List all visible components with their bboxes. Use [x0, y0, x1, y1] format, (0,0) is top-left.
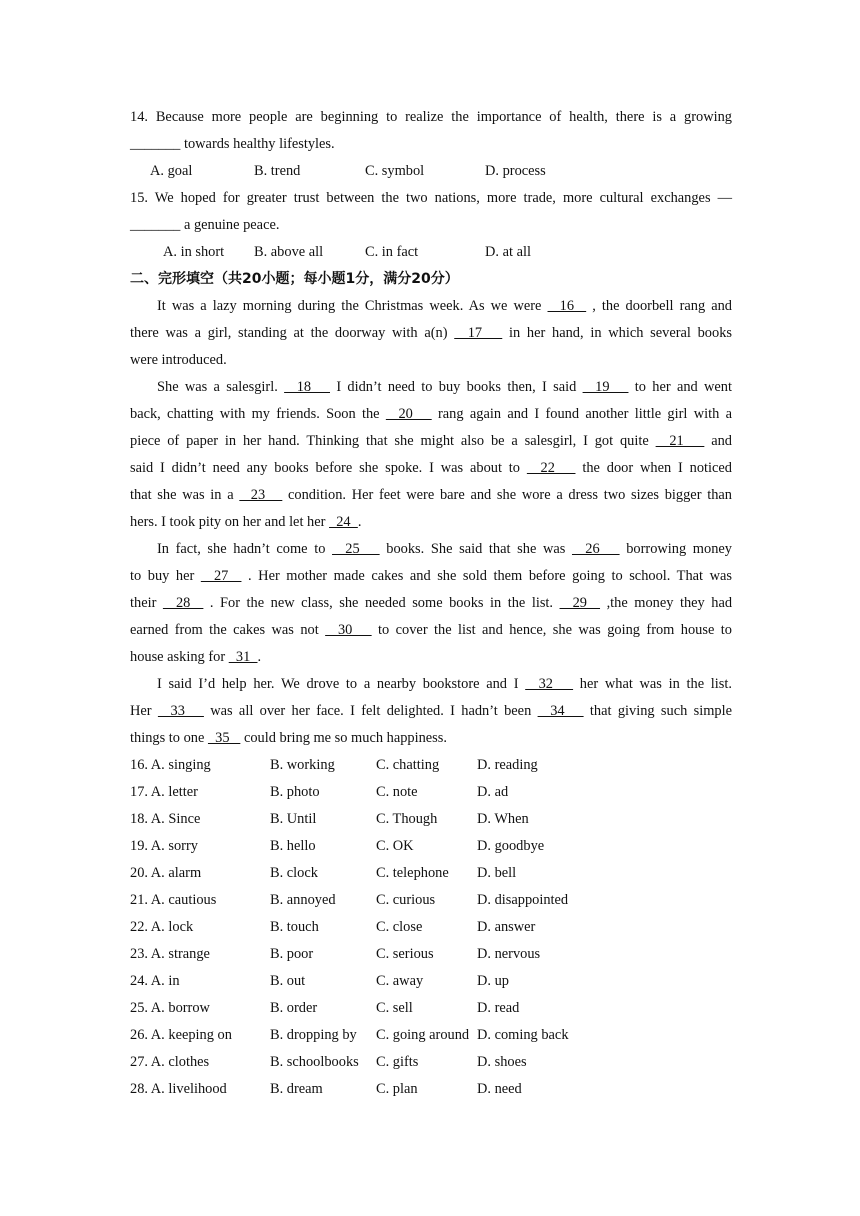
option: 16. A. singing [130, 757, 211, 773]
option: B. Until [270, 811, 317, 827]
passage-text: to buy her [130, 568, 201, 584]
blank: 26 [571, 541, 620, 557]
option: B. photo [270, 784, 320, 800]
passage-line [130, 347, 732, 374]
passage-text: . For the new class, she needed some books in the list. [209, 595, 560, 611]
blank: 18 [284, 379, 330, 395]
option: 23. A. strange [130, 946, 210, 962]
passage-text: It was a lazy morning during the Christmas week. As we were [157, 298, 548, 314]
passage-text: was all over her face. I felt delighted. I hadn’t been [210, 703, 538, 719]
passage-line [130, 590, 732, 617]
option-row [130, 887, 732, 914]
passage-text: were introduced. [130, 352, 227, 368]
option-row [130, 860, 732, 887]
passage-text: piece of paper in her hand. Thinking that she might also be a salesgirl, I got quite [130, 433, 656, 449]
passage-line [130, 401, 732, 428]
option: B. working [270, 757, 335, 773]
option: C. Though [376, 811, 438, 827]
passage-line [130, 617, 732, 644]
option: C. close [376, 919, 423, 935]
passage-text: house asking for [130, 649, 229, 665]
option: D. up [477, 973, 509, 989]
option-row [130, 995, 732, 1022]
option-row [130, 806, 732, 833]
option: D. read [477, 1000, 520, 1016]
option: D. When [477, 811, 529, 827]
option: C. sell [376, 1000, 413, 1016]
option: B. schoolbooks [270, 1054, 359, 1070]
option: C. telephone [376, 865, 449, 881]
passage-text: . [357, 514, 362, 530]
passage-line [130, 320, 732, 347]
option: C. curious [376, 892, 436, 908]
passage-line [130, 725, 732, 752]
blank: 17 [454, 325, 503, 341]
question-14-stem-cont: _______ towards healthy lifestyles. [130, 136, 335, 152]
passage-line [130, 482, 732, 509]
option: B. out [270, 973, 306, 989]
option: C. plan [376, 1081, 418, 1097]
passage-text: books. She said that she was [386, 541, 572, 557]
option: D. bell [477, 865, 517, 881]
blank: 32 [525, 676, 574, 692]
blank: 19 [582, 379, 629, 395]
option-row [130, 941, 732, 968]
option: A. goal [150, 163, 193, 179]
blank: 28 [162, 595, 204, 611]
option: D. answer [477, 919, 536, 935]
option-row [130, 779, 732, 806]
option-row [130, 1049, 732, 1076]
option: D. coming back [477, 1027, 569, 1043]
option: 26. A. keeping on [130, 1027, 232, 1043]
passage-text: hers. I took pity on her and let her [130, 514, 330, 530]
blank: 21 [655, 433, 705, 449]
option: C. symbol [365, 163, 425, 179]
passage-text: the door when I noticed [582, 460, 733, 476]
option: 25. A. borrow [130, 1000, 210, 1016]
option: B. poor [270, 946, 314, 962]
question-15-stem-cont: _______ a genuine peace. [130, 217, 280, 233]
option: C. OK [376, 838, 414, 854]
passage-text: I didn’t need to buy books then, I said [336, 379, 583, 395]
passage-text: , the doorbell rang and [592, 298, 732, 314]
option: C. away [376, 973, 424, 989]
passage-text: . [257, 649, 262, 665]
option-row [130, 833, 732, 860]
option: B. clock [270, 865, 318, 881]
passage-text: that she was in a [130, 487, 240, 503]
option-row [130, 1022, 732, 1049]
blank: 29 [559, 595, 601, 611]
option: 21. A. cautious [130, 892, 217, 908]
option: 27. A. clothes [130, 1054, 210, 1070]
option: 22. A. lock [130, 919, 194, 935]
option: 19. A. sorry [130, 838, 198, 854]
option: B. dream [270, 1081, 323, 1097]
option: A. in short [163, 244, 225, 260]
option: D. disappointed [477, 892, 569, 908]
question-14-stem: 14. Because more people are beginning to realize the importance of health, there is a growing [130, 109, 732, 125]
passage-text: in her hand, in which several books [509, 325, 732, 341]
question-14-options [130, 158, 732, 185]
option: D. process [485, 163, 546, 179]
option: B. trend [254, 163, 301, 179]
passage-line [130, 536, 732, 563]
option: C. serious [376, 946, 434, 962]
option-row [130, 1076, 732, 1103]
option: B. annoyed [270, 892, 336, 908]
passage-text: Her [130, 703, 158, 719]
option: 20. A. alarm [130, 865, 202, 881]
passage-text: her what was in the list. [579, 676, 732, 692]
passage-line [130, 509, 732, 536]
blank: 22 [526, 460, 576, 476]
option: 18. A. Since [130, 811, 201, 827]
passage-text: ,the money they had [606, 595, 733, 611]
passage-text: She was a salesgirl. [157, 379, 285, 395]
option: D. shoes [477, 1054, 527, 1070]
passage-text: that giving such simple [589, 703, 732, 719]
option: B. above all [254, 244, 324, 260]
passage-line [130, 671, 732, 698]
blank: 31 [228, 649, 258, 665]
option: B. touch [270, 919, 319, 935]
question-15-stem: 15. We hoped for greater trust between the two nations, more trade, more cultural exchanges — [130, 190, 732, 206]
blank: 35 [207, 730, 241, 746]
passage-text: earned from the cakes was not [130, 622, 326, 638]
passage-text: to her and went [634, 379, 732, 395]
option: D. need [477, 1081, 522, 1097]
option: 17. A. letter [130, 784, 198, 800]
option: C. chatting [376, 757, 440, 773]
option-row [130, 914, 732, 941]
option: C. gifts [376, 1054, 419, 1070]
passage-text: said I didn’t need any books before she spoke. I was about to [130, 460, 527, 476]
passage-line [130, 428, 732, 455]
option: C. going around [376, 1027, 470, 1043]
passage-text: to cover the list and hence, she was going from house to [378, 622, 732, 638]
passage-text: could bring me so much happiness. [240, 730, 447, 746]
passage-line [130, 455, 732, 482]
passage-text: back, chatting with my friends. Soon the [130, 406, 386, 422]
passage-text: things to one [130, 730, 208, 746]
option: D. goodbye [477, 838, 545, 854]
passage-text: there was a girl, standing at the doorway with a(n) [130, 325, 455, 341]
passage-line [130, 698, 732, 725]
passage-line [130, 293, 732, 320]
passage-text: I said I’d help her. We drove to a nearby bookstore and I [157, 676, 526, 692]
blank: 24 [329, 514, 358, 530]
blank: 33 [157, 703, 204, 719]
blank: 30 [325, 622, 372, 638]
option: D. at all [485, 244, 531, 260]
option: B. hello [270, 838, 316, 854]
question-15-options [130, 239, 732, 266]
option: C. note [376, 784, 418, 800]
passage-text: borrowing money [626, 541, 732, 557]
option-row [130, 968, 732, 995]
passage-line [130, 644, 732, 671]
option: B. order [270, 1000, 318, 1016]
option-row [130, 752, 732, 779]
section-heading: 二、完形填空（共20小题；每小题1分，满分20分） [130, 271, 459, 287]
blank: 23 [239, 487, 283, 503]
blank: 25 [332, 541, 380, 557]
option: D. reading [477, 757, 538, 773]
cloze-passage [130, 293, 732, 752]
option: 24. A. in [130, 973, 180, 989]
blank: 34 [537, 703, 584, 719]
passage-text: . Her mother made cakes and she sold them before going to school. That was [248, 568, 732, 584]
exam-page [130, 104, 732, 1103]
blank: 16 [547, 298, 587, 314]
passage-text: rang again and I found another little girl with a [438, 406, 732, 422]
passage-text: their [130, 595, 163, 611]
options-list [130, 752, 732, 1103]
passage-line [130, 563, 732, 590]
option: 28. A. livelihood [130, 1081, 227, 1097]
option: D. nervous [477, 946, 541, 962]
option: B. dropping by [270, 1027, 357, 1043]
option: C. in fact [365, 244, 419, 260]
passage-text: In fact, she hadn’t come to [157, 541, 333, 557]
passage-text: and [711, 433, 732, 449]
blank: 27 [200, 568, 242, 584]
option: D. ad [477, 784, 509, 800]
blank: 20 [385, 406, 432, 422]
passage-text: condition. Her feet were bare and she wore a dress two sizes bigger than [288, 487, 732, 503]
passage-line [130, 374, 732, 401]
